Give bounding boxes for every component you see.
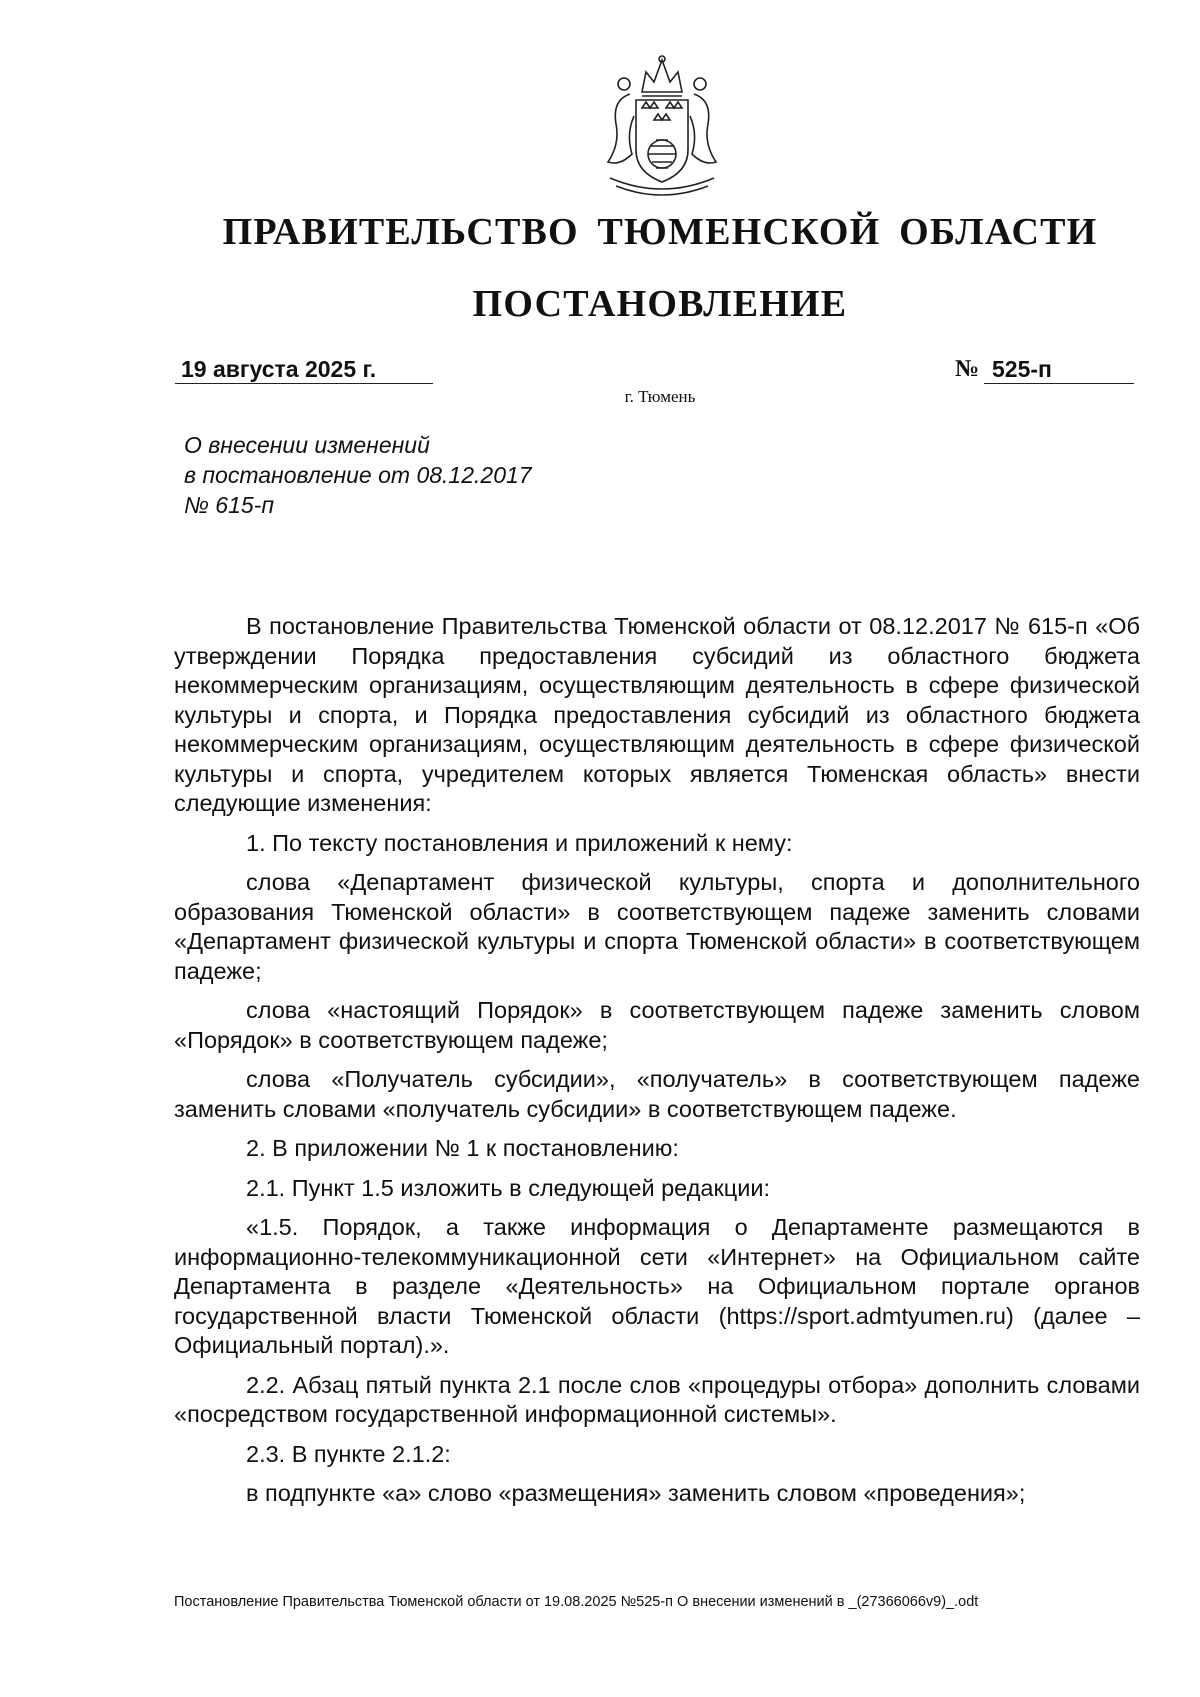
organization-title: ПРАВИТЕЛЬСТВО ТЮМЕНСКОЙ ОБЛАСТИ (222, 211, 1098, 253)
number-label: № (955, 356, 980, 382)
document-body (174, 612, 1140, 1519)
city-label: г. Тюмень (624, 387, 696, 406)
body-paragraph: 2.2. Абзац пятый пункта 2.1 после слов «процедуры отбора» дополнить словами «посредством государственной информационной системы». (174, 1371, 1140, 1427)
body-paragraph: 2.3. В пункте 2.1.2: (246, 1440, 451, 1467)
body-paragraph: В постановление Правительства Тюменской области от 08.12.2017 № 615-п «Об утверждении Порядка предоставления субсидий из областного бюджета некоммерческим организациям, осуществляющим деятельность в сфере физической культуры и спорта, и Порядка предоставления субсидий из областного бюджета некоммерческим организациям, осуществляющим деятельность в сфере физической культуры и спорта, учредителем которых является Тюменская область» внести следующие изменения: (174, 613, 1140, 816)
body-paragraph: слова «Департамент физической культуры, спорта и дополнительного образования Тюменской области» в соответствующем падеже заменить словами «Департамент физической культуры и спорта Тюменской области» в соответствующем падеже; (174, 869, 1140, 984)
coat-of-arms-icon (590, 54, 734, 202)
body-paragraph: 1. По тексту постановления и приложений к нему: (246, 829, 793, 856)
body-paragraph: слова «настоящий Порядок» в соответствующем падеже заменить словом «Порядок» в соответствующем падеже; (174, 997, 1140, 1053)
subject-line: в постановление от 08.12.2017 (184, 462, 532, 488)
document-number: 525-п (984, 354, 1134, 384)
document-subject (184, 430, 532, 520)
body-paragraph: 2.1. Пункт 1.5 изложить в следующей редакции: (246, 1174, 771, 1201)
body-paragraph: «1.5. Порядок, а также информация о Департаменте размещаются в информационно-телекоммуникационной сети «Интернет» на Официальном сайте Департамента в разделе «Деятельность» на Официальном портале органов государственной власти Тюменской области (https://sport.admtyumen.ru) (далее – Официальный портал).». (174, 1214, 1140, 1358)
subject-line: О внесении изменений (184, 432, 430, 458)
subject-line: № 615-п (184, 492, 274, 518)
page-footer: Постановление Правительства Тюменской области от 19.08.2025 №525-п О внесении изменений в _(27366066v9)_.odt (174, 1594, 979, 1610)
document-date: 19 августа 2025 г. (175, 354, 433, 384)
body-paragraph: слова «Получатель субсидии», «получатель» в соответствующем падеже заменить словами «получатель субсидии» в соответствующем падеже. (174, 1066, 1140, 1122)
body-paragraph: 2. В приложении № 1 к постановлению: (246, 1135, 679, 1161)
document-type-title: ПОСТАНОВЛЕНИЕ (472, 283, 848, 325)
body-paragraph: в подпункте «а» слово «размещения» заменить словом «проведения»; (246, 1480, 1026, 1506)
